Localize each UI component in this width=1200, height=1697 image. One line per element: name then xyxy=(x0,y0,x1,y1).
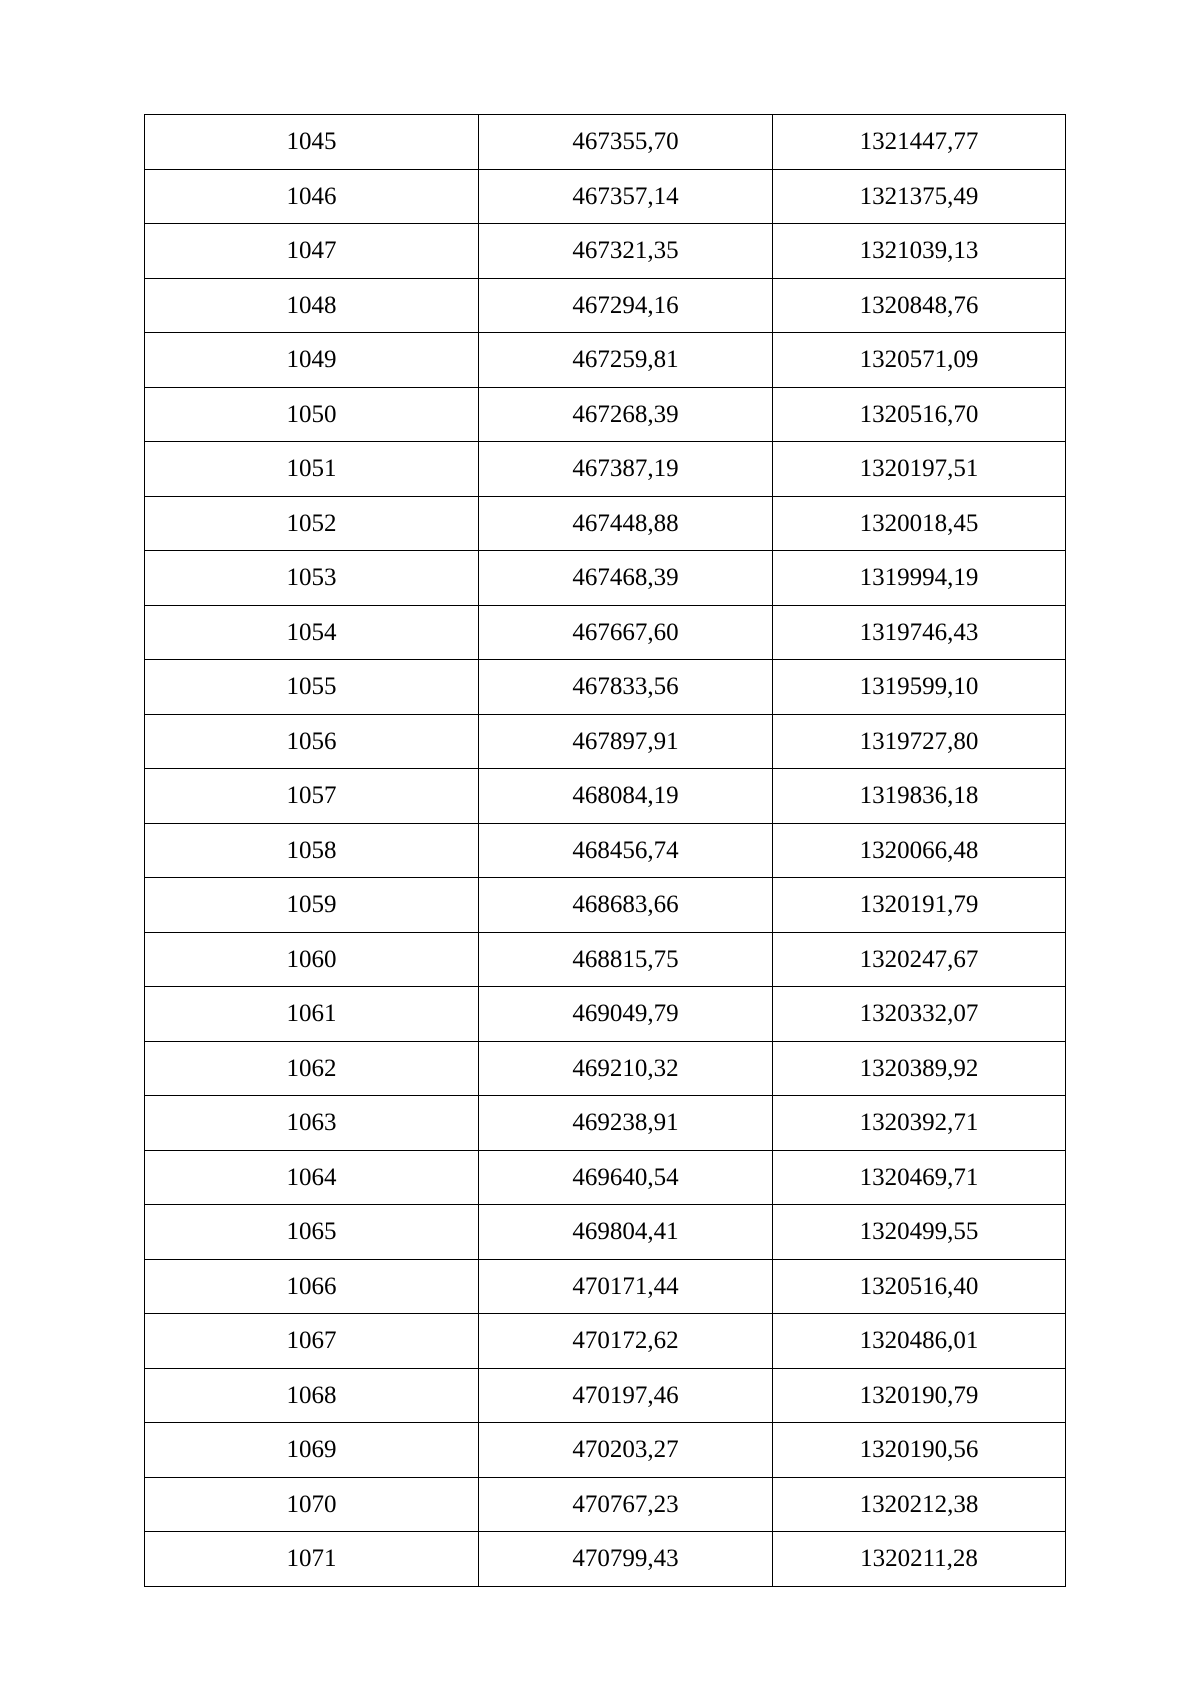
x-coordinate-cell: 470203,27 xyxy=(479,1423,773,1478)
point-number-cell: 1055 xyxy=(145,660,479,715)
point-number-cell: 1051 xyxy=(145,442,479,497)
table-row xyxy=(145,878,1066,933)
table-row xyxy=(145,823,1066,878)
table-row xyxy=(145,1041,1066,1096)
x-coordinate-cell: 470171,44 xyxy=(479,1259,773,1314)
x-coordinate-cell: 470172,62 xyxy=(479,1314,773,1369)
point-number-cell: 1059 xyxy=(145,878,479,933)
x-coordinate-cell: 468683,66 xyxy=(479,878,773,933)
point-number-cell: 1065 xyxy=(145,1205,479,1260)
y-coordinate-cell: 1319746,43 xyxy=(773,605,1066,660)
y-coordinate-cell: 1321375,49 xyxy=(773,169,1066,224)
y-coordinate-cell: 1320516,40 xyxy=(773,1259,1066,1314)
x-coordinate-cell: 468084,19 xyxy=(479,769,773,824)
table-row xyxy=(145,333,1066,388)
point-number-cell: 1066 xyxy=(145,1259,479,1314)
point-number-cell: 1052 xyxy=(145,496,479,551)
table-row xyxy=(145,1368,1066,1423)
x-coordinate-cell: 467355,70 xyxy=(479,115,773,170)
y-coordinate-cell: 1320212,38 xyxy=(773,1477,1066,1532)
table-row xyxy=(145,987,1066,1042)
x-coordinate-cell: 467294,16 xyxy=(479,278,773,333)
x-coordinate-cell: 467268,39 xyxy=(479,387,773,442)
table-row xyxy=(145,169,1066,224)
y-coordinate-cell: 1320191,79 xyxy=(773,878,1066,933)
point-number-cell: 1061 xyxy=(145,987,479,1042)
point-number-cell: 1046 xyxy=(145,169,479,224)
point-number-cell: 1058 xyxy=(145,823,479,878)
y-coordinate-cell: 1320190,79 xyxy=(773,1368,1066,1423)
point-number-cell: 1060 xyxy=(145,932,479,987)
table-row xyxy=(145,115,1066,170)
y-coordinate-cell: 1319599,10 xyxy=(773,660,1066,715)
x-coordinate-cell: 467448,88 xyxy=(479,496,773,551)
table-row xyxy=(145,660,1066,715)
point-number-cell: 1053 xyxy=(145,551,479,606)
coordinates-table-body xyxy=(145,115,1066,1587)
table-row xyxy=(145,387,1066,442)
y-coordinate-cell: 1319836,18 xyxy=(773,769,1066,824)
x-coordinate-cell: 469640,54 xyxy=(479,1150,773,1205)
y-coordinate-cell: 1319994,19 xyxy=(773,551,1066,606)
x-coordinate-cell: 470799,43 xyxy=(479,1532,773,1587)
y-coordinate-cell: 1320018,45 xyxy=(773,496,1066,551)
point-number-cell: 1049 xyxy=(145,333,479,388)
y-coordinate-cell: 1320571,09 xyxy=(773,333,1066,388)
x-coordinate-cell: 467387,19 xyxy=(479,442,773,497)
table-row xyxy=(145,1532,1066,1587)
x-coordinate-cell: 470767,23 xyxy=(479,1477,773,1532)
table-row xyxy=(145,1150,1066,1205)
x-coordinate-cell: 467259,81 xyxy=(479,333,773,388)
x-coordinate-cell: 467321,35 xyxy=(479,224,773,279)
table-row xyxy=(145,932,1066,987)
table-row xyxy=(145,714,1066,769)
x-coordinate-cell: 467468,39 xyxy=(479,551,773,606)
y-coordinate-cell: 1321447,77 xyxy=(773,115,1066,170)
coordinates-table xyxy=(144,114,1066,1587)
table-row xyxy=(145,442,1066,497)
y-coordinate-cell: 1320211,28 xyxy=(773,1532,1066,1587)
point-number-cell: 1057 xyxy=(145,769,479,824)
table-row xyxy=(145,1477,1066,1532)
x-coordinate-cell: 467833,56 xyxy=(479,660,773,715)
table-row xyxy=(145,605,1066,660)
y-coordinate-cell: 1320197,51 xyxy=(773,442,1066,497)
x-coordinate-cell: 468815,75 xyxy=(479,932,773,987)
table-row xyxy=(145,224,1066,279)
y-coordinate-cell: 1320389,92 xyxy=(773,1041,1066,1096)
point-number-cell: 1045 xyxy=(145,115,479,170)
x-coordinate-cell: 467667,60 xyxy=(479,605,773,660)
point-number-cell: 1068 xyxy=(145,1368,479,1423)
y-coordinate-cell: 1320247,67 xyxy=(773,932,1066,987)
point-number-cell: 1048 xyxy=(145,278,479,333)
y-coordinate-cell: 1320190,56 xyxy=(773,1423,1066,1478)
y-coordinate-cell: 1320392,71 xyxy=(773,1096,1066,1151)
point-number-cell: 1064 xyxy=(145,1150,479,1205)
y-coordinate-cell: 1320848,76 xyxy=(773,278,1066,333)
y-coordinate-cell: 1320332,07 xyxy=(773,987,1066,1042)
table-row xyxy=(145,1423,1066,1478)
x-coordinate-cell: 469049,79 xyxy=(479,987,773,1042)
x-coordinate-cell: 470197,46 xyxy=(479,1368,773,1423)
table-row xyxy=(145,1314,1066,1369)
y-coordinate-cell: 1320486,01 xyxy=(773,1314,1066,1369)
x-coordinate-cell: 467357,14 xyxy=(479,169,773,224)
table-row xyxy=(145,551,1066,606)
table-row xyxy=(145,278,1066,333)
point-number-cell: 1070 xyxy=(145,1477,479,1532)
x-coordinate-cell: 469210,32 xyxy=(479,1041,773,1096)
point-number-cell: 1050 xyxy=(145,387,479,442)
x-coordinate-cell: 468456,74 xyxy=(479,823,773,878)
y-coordinate-cell: 1320516,70 xyxy=(773,387,1066,442)
table-row xyxy=(145,1096,1066,1151)
point-number-cell: 1071 xyxy=(145,1532,479,1587)
x-coordinate-cell: 467897,91 xyxy=(479,714,773,769)
point-number-cell: 1056 xyxy=(145,714,479,769)
y-coordinate-cell: 1320469,71 xyxy=(773,1150,1066,1205)
table-row xyxy=(145,1205,1066,1260)
point-number-cell: 1054 xyxy=(145,605,479,660)
point-number-cell: 1067 xyxy=(145,1314,479,1369)
point-number-cell: 1062 xyxy=(145,1041,479,1096)
point-number-cell: 1047 xyxy=(145,224,479,279)
point-number-cell: 1069 xyxy=(145,1423,479,1478)
y-coordinate-cell: 1321039,13 xyxy=(773,224,1066,279)
y-coordinate-cell: 1320499,55 xyxy=(773,1205,1066,1260)
x-coordinate-cell: 469238,91 xyxy=(479,1096,773,1151)
y-coordinate-cell: 1320066,48 xyxy=(773,823,1066,878)
y-coordinate-cell: 1319727,80 xyxy=(773,714,1066,769)
table-row xyxy=(145,1259,1066,1314)
table-row xyxy=(145,496,1066,551)
table-row xyxy=(145,769,1066,824)
x-coordinate-cell: 469804,41 xyxy=(479,1205,773,1260)
point-number-cell: 1063 xyxy=(145,1096,479,1151)
